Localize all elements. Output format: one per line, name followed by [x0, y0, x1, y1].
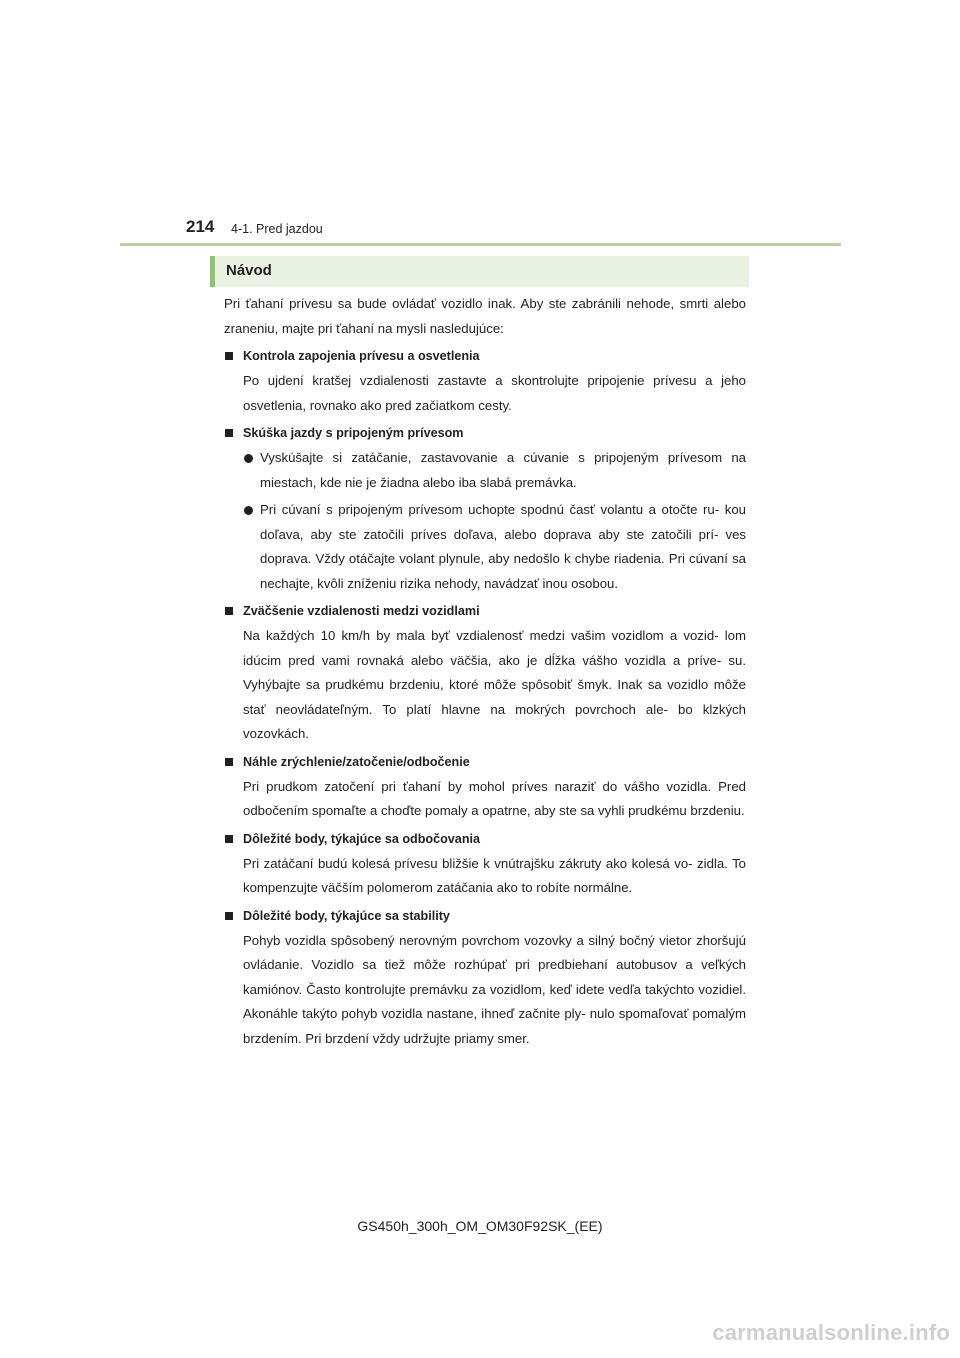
- topic-heading: [224, 421, 746, 446]
- topic-heading-label: Skúška jazdy s pripojeným prívesom: [243, 426, 464, 440]
- topic-text: Po ujdení kratšej vzdialenosti zastavte a skontrolujte pripojenie prívesu a jeho osvetlenia, rovnako ako pred začiatkom cesty.: [243, 373, 746, 413]
- square-bullet-icon: [225, 835, 233, 843]
- topic-following-distance: [224, 599, 746, 747]
- page-number: 214: [186, 217, 215, 236]
- square-bullet-icon: [225, 352, 233, 360]
- topic-heading-label: Náhle zrýchlenie/zatočenie/odbočenie: [243, 754, 470, 769]
- topic-sudden-maneuvers: [224, 750, 746, 824]
- bullet-text: Vyskúšajte si zatáčanie, zastavovanie a cúvanie s pripojeným prívesom na miestach, kde nie je žiadna alebo iba slabá premávka.: [260, 450, 746, 490]
- topic-trailer-check: [224, 344, 746, 418]
- bullet-item: [243, 446, 746, 495]
- topic-text: Pri prudkom zatočení pri ťahaní by mohol príves naraziť do vášho vozidla. Pred odbočením spomaľte a choďte pomaly a opatrne, aby ste sa vyhli prudkému brzdeniu.: [243, 778, 746, 818]
- topic-heading: [224, 827, 746, 852]
- chapter-title: 4-1. Pred jazdou: [231, 222, 323, 236]
- square-bullet-icon: [225, 607, 233, 615]
- topic-text: Pri zatáčaní budú kolesá prívesu bližšie k vnútrajšku zákruty ako kolesá vo- zidla. To kompenzujte väčším polomerom zatáčania ako to robíte normálne.: [243, 855, 746, 895]
- topic-stability: [224, 904, 746, 1052]
- topic-heading: [224, 344, 746, 369]
- topic-turning: [224, 827, 746, 901]
- square-bullet-icon: [225, 758, 233, 766]
- round-bullet-icon: [244, 506, 253, 515]
- square-bullet-icon: [225, 429, 233, 437]
- bullet-list: [243, 446, 746, 596]
- topic-text: Pohyb vozidla spôsobený nerovným povrchom vozovky a silný bočný vietor zhoršujú ovládanie. Vozidlo sa tiež môže rozhúpať pri predbiehaní autobusov a veľkých kamiónov. Často kontrolujte premávku za vozidlom, keď idete vedľa takýchto vozidiel. Akonáhle takýto pohyb vozidla nastane, ihneď začnite ply- nulo spomaľovať pomalým brzdením. Pri brzdení vždy udržujte priamy smer.: [243, 932, 746, 1046]
- topic-heading: [224, 599, 746, 624]
- header-rule: [120, 243, 841, 246]
- watermark: carmanualsonline.info: [712, 1320, 950, 1345]
- topic-heading-label: Dôležité body, týkajúce sa odbočovania: [243, 831, 481, 846]
- main-content: [224, 292, 746, 1054]
- topic-heading: [224, 750, 746, 775]
- section-bar: [210, 256, 749, 287]
- topic-heading-label: Dôležité body, týkajúce sa stability: [243, 908, 450, 923]
- section-title: Návod: [226, 262, 272, 279]
- topic-heading: [224, 904, 746, 929]
- footer-model-code: GS450h_300h_OM_OM30F92SK_(EE): [357, 1218, 603, 1234]
- bullet-text: Pri cúvaní s pripojeným prívesom uchopte spodnú časť volantu a otočte ru- kou doľava, aby ste zatočili príves doľava, alebo doprava aby ste zatočili prí- ves doprava. Vždy otáčajte volant plynule, aby nedošlo k chybe riadenia. Pri cúvaní sa nechajte, kvôli zníženiu rizika nehody, navádzať inou osobou.: [260, 502, 746, 591]
- topic-heading-label: Kontrola zapojenia prívesu a osvetlenia: [243, 349, 480, 363]
- topic-text: Na každých 10 km/h by mala byť vzdialenosť medzi vašim vozidlom a vozid- lom idúcim pred vami rovnaká alebo väčšia, ako je dĺžka vášho vozidla a príve- su. Vyhýbajte sa prudkému brzdeniu, ktoré môže spôsobiť šmyk. Inak sa vozidlo môže stať neovládateľným. To platí hlavne na mokrých povrchoch ale- bo klzkých vozovkách.: [243, 628, 746, 741]
- intro-paragraph: Pri ťahaní prívesu sa bude ovládať vozidlo inak. Aby ste zabránili nehode, smrti alebo zraneniu, majte pri ťahaní na mysli nasledujúce:: [224, 296, 746, 336]
- topic-heading-label: Zväčšenie vzdialenosti medzi vozidlami: [243, 604, 480, 618]
- square-bullet-icon: [225, 912, 233, 920]
- round-bullet-icon: [244, 454, 253, 463]
- topic-test-drive: [224, 421, 746, 596]
- bullet-item: [243, 498, 746, 596]
